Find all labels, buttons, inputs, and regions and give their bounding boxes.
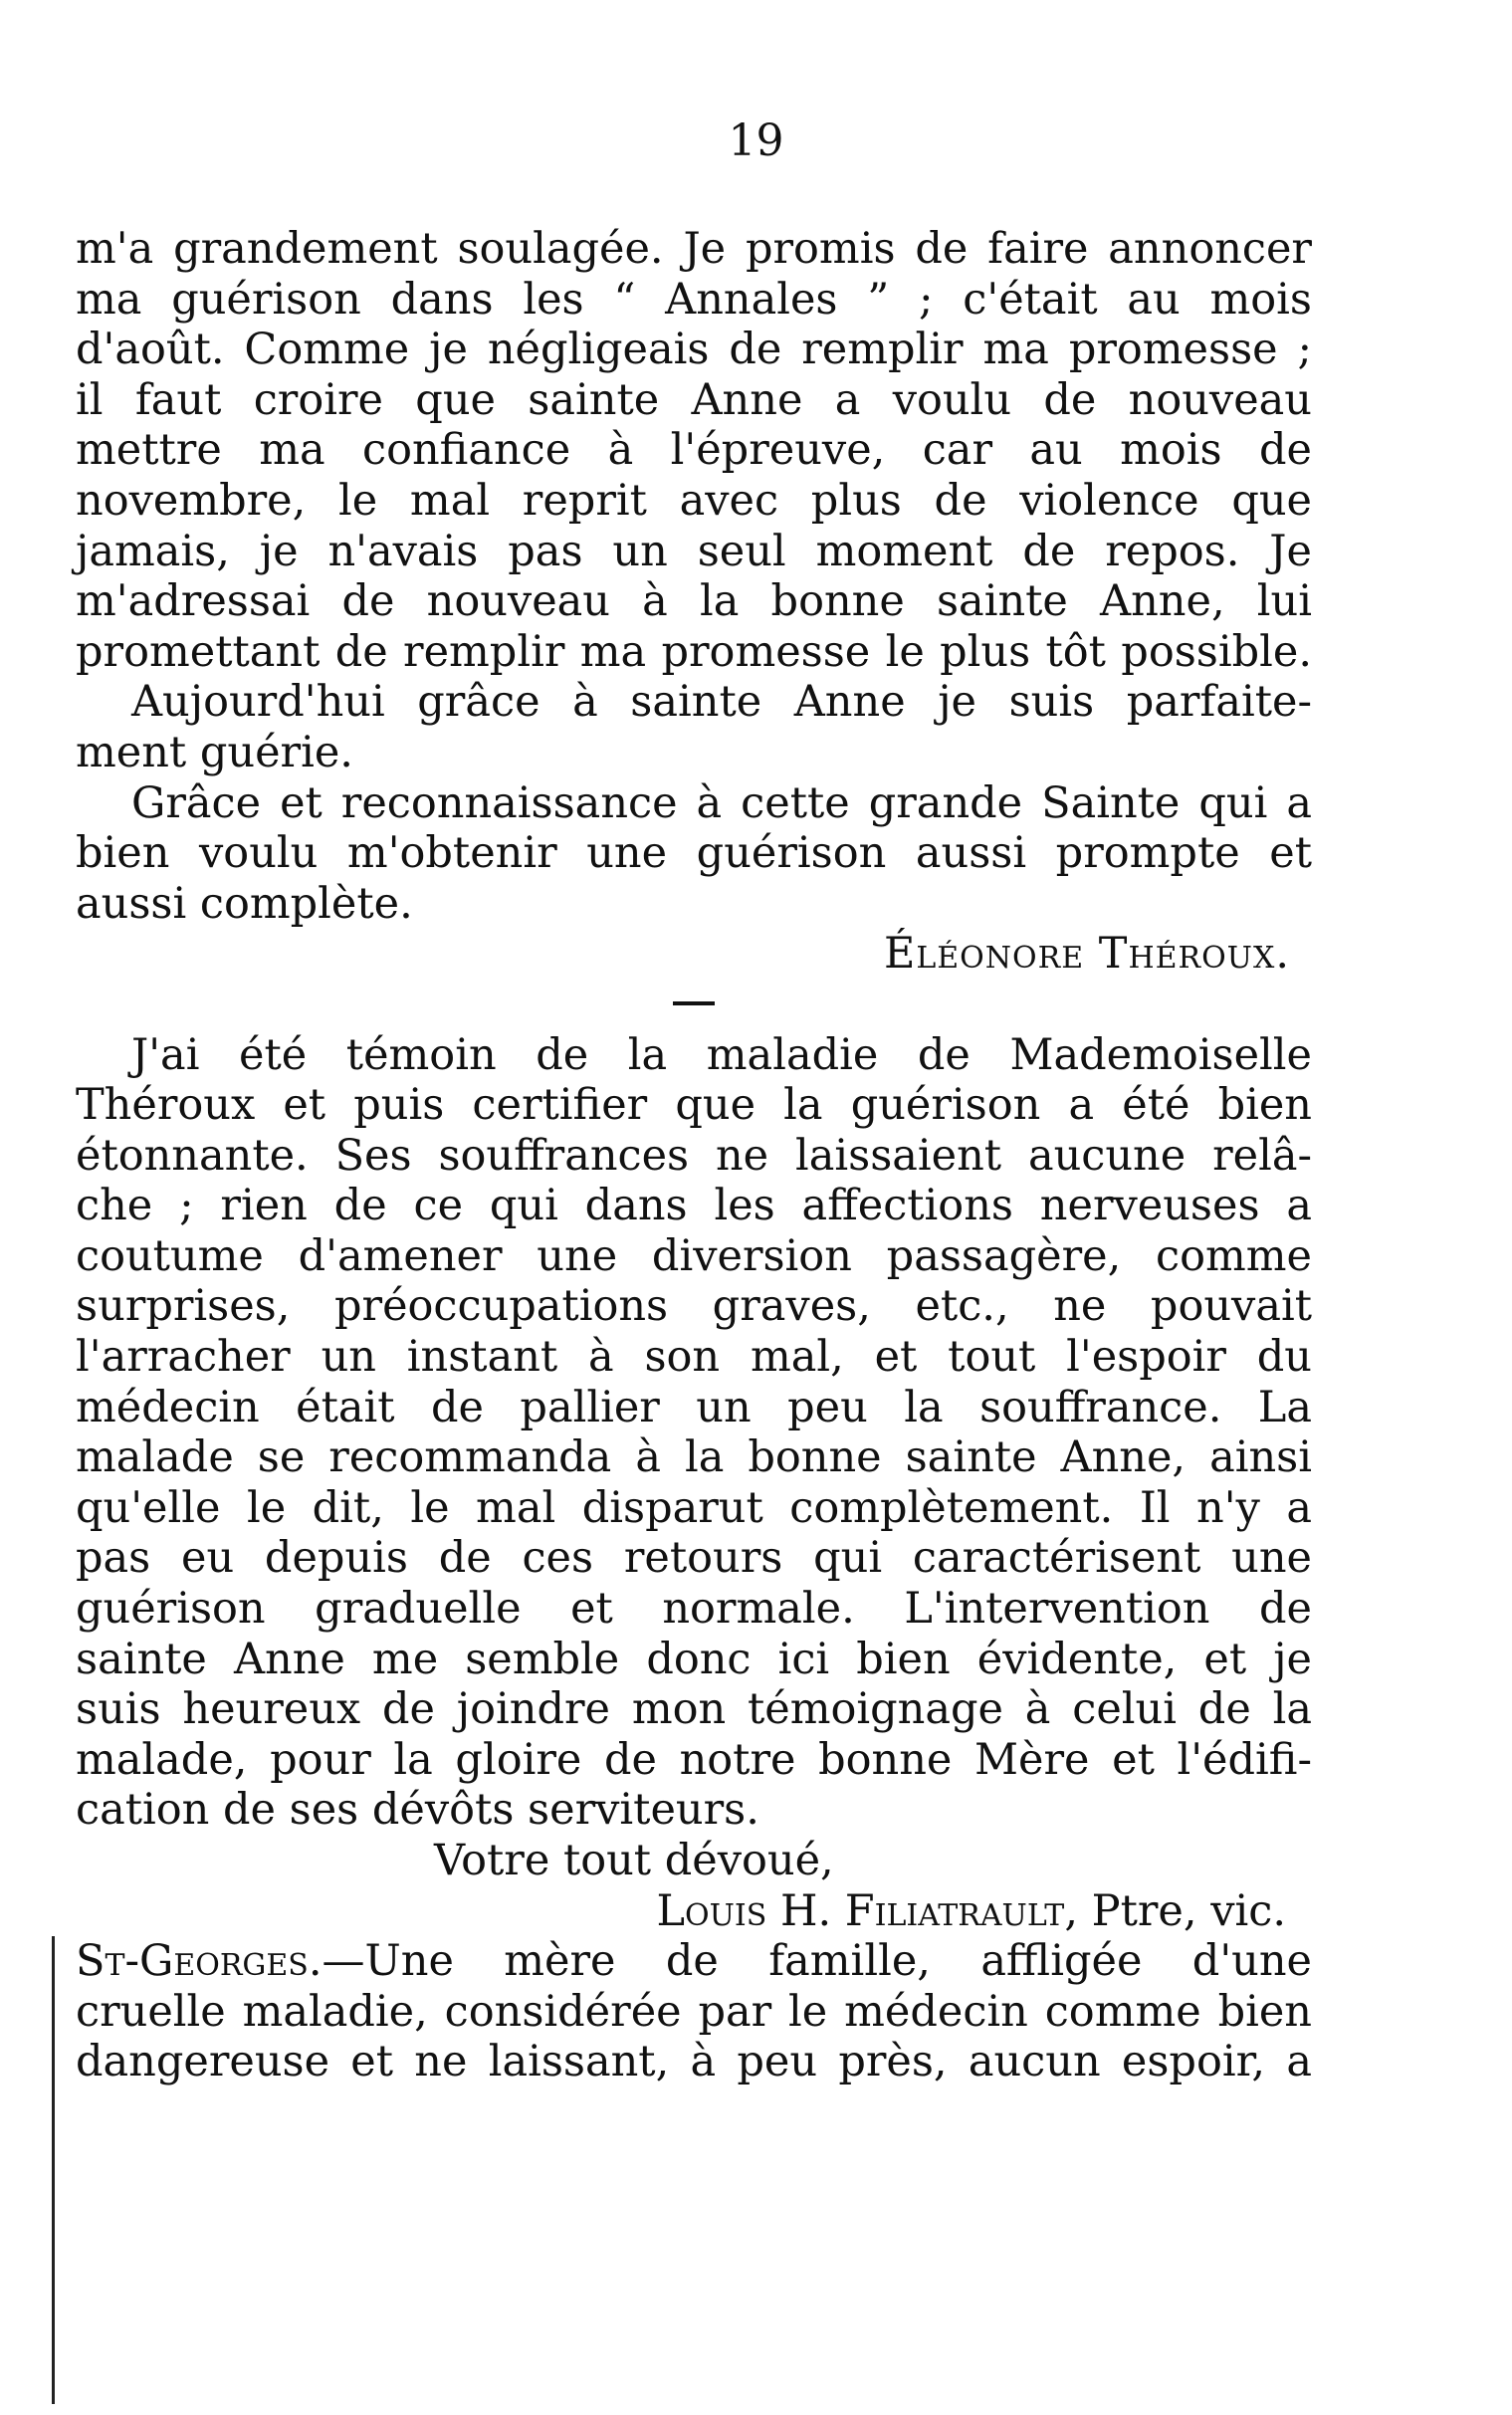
place-name: St-Georges. xyxy=(76,1936,323,1987)
page-text xyxy=(76,224,1312,2087)
text-line: Aujourd'hui grâce à sainte Anne je suis parfaite- xyxy=(131,677,1312,728)
scan-margin-line xyxy=(52,1936,55,2404)
text-line: qu'elle le dit, le mal disparut complètement. Il n'y a xyxy=(76,1482,1312,1533)
text-line: suis heureux de joindre mon témoignage à celui de la xyxy=(76,1684,1312,1735)
signature-theroux: Éléonore Théroux. xyxy=(883,929,1290,980)
text-line: aussi complète. xyxy=(76,878,413,929)
text-line-with-place xyxy=(76,1936,1312,1987)
text-line: surprises, préoccupations graves, etc., ne pouvait xyxy=(76,1281,1312,1332)
separator-row xyxy=(76,980,1312,1030)
text-line: pas eu depuis de ces retours qui caractérisent une xyxy=(76,1533,1312,1584)
text-line: l'arracher un instant à son mal, et tout l'espoir du xyxy=(76,1332,1312,1383)
text-line: promettant de remplir ma promesse le plus tôt possible. xyxy=(76,626,1312,677)
text-line: dangereuse et ne laissant, à peu près, aucun espoir, a xyxy=(76,2037,1312,2087)
text-line: cation de ses dévôts serviteurs. xyxy=(76,1785,759,1836)
text-line: mettre ma confiance à l'épreuve, car au mois de xyxy=(76,425,1312,476)
signature-name: Louis H. Filiatrault xyxy=(656,1885,1065,1936)
text-line: malade se recommanda à la bonne sainte Anne, ainsi xyxy=(76,1432,1312,1483)
text-segment: —Une mère de famille, affligée d'une xyxy=(322,1936,1312,1987)
section-separator xyxy=(673,1001,715,1005)
page-number: 19 xyxy=(728,115,784,166)
signature-filiatrault xyxy=(76,1886,1312,1937)
text-line: d'août. Comme je négligeais de remplir ma promesse ; xyxy=(76,325,1312,375)
signature-title: , Ptre, vic. xyxy=(1064,1885,1286,1936)
text-line: sainte Anne me semble donc ici bien évidente, et je xyxy=(76,1634,1312,1684)
text-line: ma guérison dans les “ Annales ” ; c'était au mois xyxy=(76,274,1312,325)
text-line: Théroux et puis certifier que la guérison a été bien xyxy=(76,1080,1312,1131)
text-line: Grâce et reconnaissance à cette grande Sainte qui a xyxy=(131,777,1312,828)
closing-salutation: Votre tout dévoué, xyxy=(434,1836,834,1885)
text-line: J'ai été témoin de la maladie de Mademoiselle xyxy=(131,1029,1312,1080)
text-line: coutume d'amener une diversion passagère, comme xyxy=(76,1230,1312,1281)
text-line: malade, pour la gloire de notre bonne Mère et l'édifi- xyxy=(76,1734,1312,1785)
text-line: novembre, le mal reprit avec plus de violence que xyxy=(76,475,1312,526)
text-line: jamais, je n'avais pas un seul moment de repos. Je xyxy=(76,526,1312,576)
text-line: guérison graduelle et normale. L'intervention de xyxy=(76,1584,1312,1635)
text-line: ment guérie. xyxy=(76,727,353,777)
text-line: médecin était de pallier un peu la souffrance. La xyxy=(76,1382,1312,1432)
text-line: cruelle maladie, considérée par le médecin comme bien xyxy=(76,1986,1312,2037)
text-line: che ; rien de ce qui dans les affections nerveuses a xyxy=(76,1181,1312,1231)
text-line: m'a grandement soulagée. Je promis de faire annoncer xyxy=(76,224,1312,274)
text-line: m'adressai de nouveau à la bonne sainte Anne, lui xyxy=(76,576,1312,627)
text-line: étonnante. Ses souffrances ne laissaient aucune relâ- xyxy=(76,1130,1312,1181)
text-line: bien voulu m'obtenir une guérison aussi prompte et xyxy=(76,828,1312,879)
text-line: il faut croire que sainte Anne a voulu de nouveau xyxy=(76,374,1312,425)
